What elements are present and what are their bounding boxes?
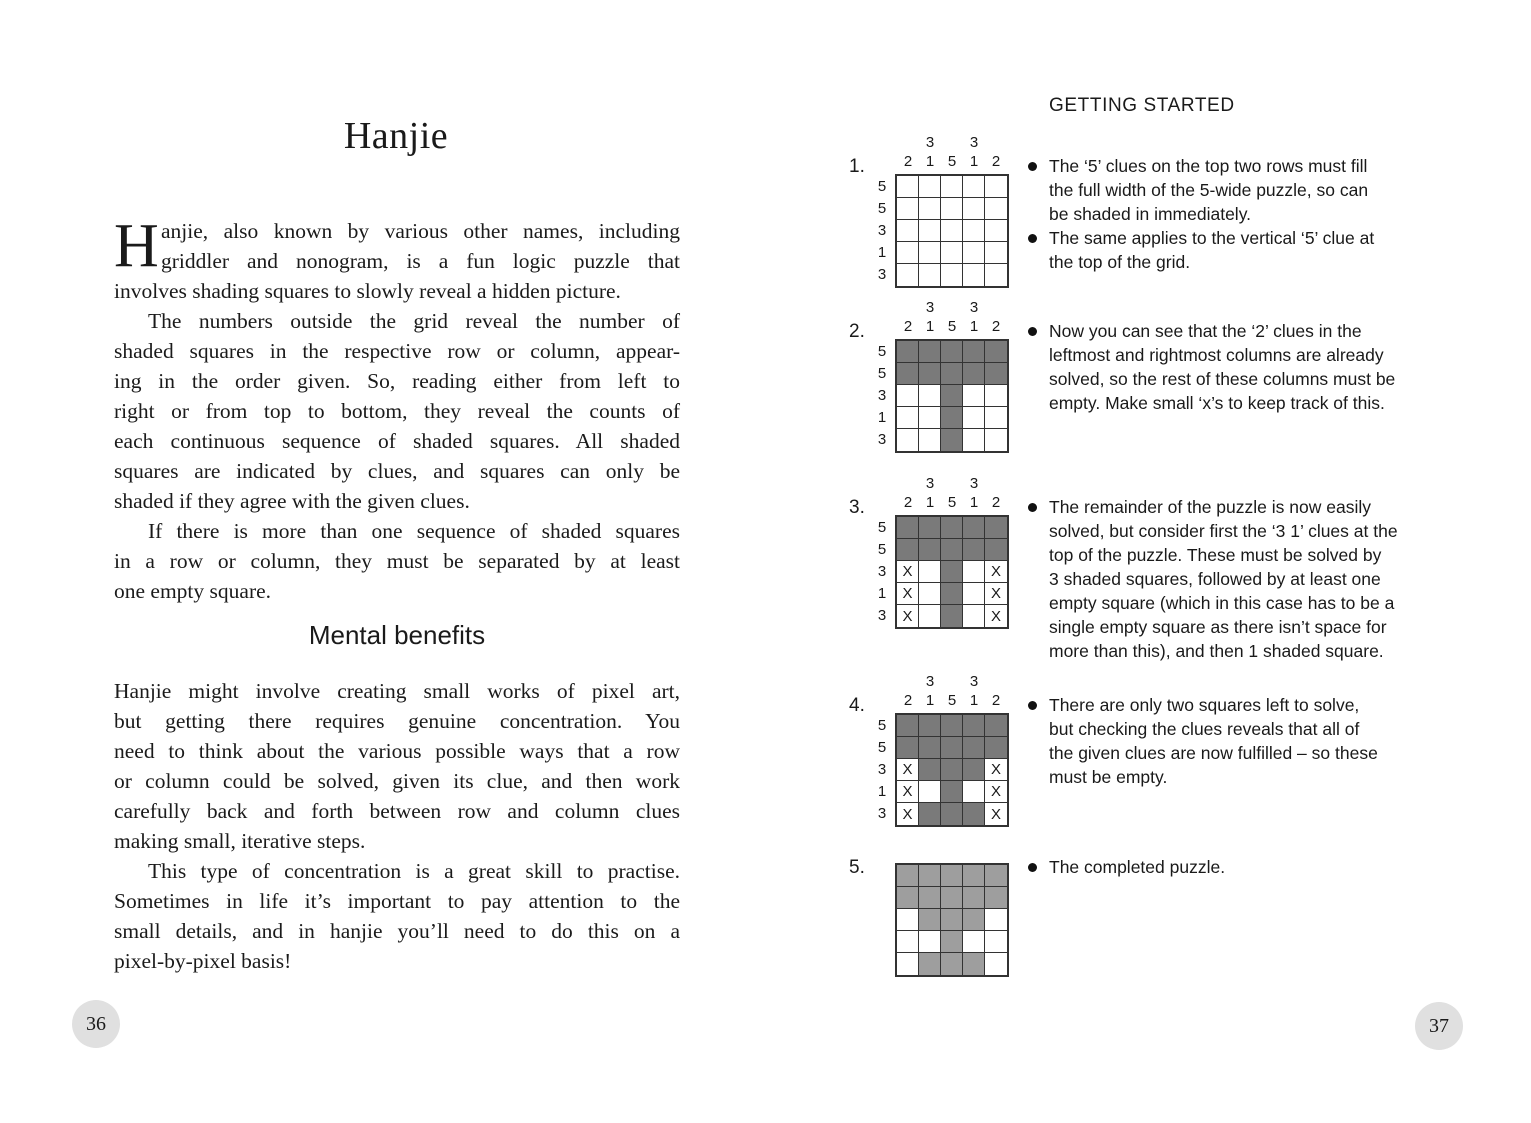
grid-cell-marked	[897, 583, 919, 605]
text-line: The numbers outside the grid reveal the number of	[148, 309, 680, 333]
bullet-line: solved, so the rest of these columns must be	[1049, 369, 1396, 389]
bullet-line: the full width of the 5-wide puzzle, so can	[1049, 180, 1369, 200]
text-line: need to think about the various possible ways that a row	[114, 739, 680, 763]
bullet-line: empty. Make small ‘x’s to keep track of this.	[1049, 393, 1385, 413]
text-line: griddler and nonogram, is a fun logic puzzle that	[161, 249, 680, 273]
grid-cell-empty	[985, 429, 1007, 451]
step-number: 5.	[849, 857, 865, 878]
step-explanation	[1027, 693, 1447, 789]
grid-cell-shaded	[963, 363, 985, 385]
bullet-item	[1027, 226, 1447, 274]
text-line: or column could be solved, given its clue, and then work	[114, 769, 680, 793]
grid-cell-empty	[985, 198, 1007, 220]
grid-cell-shaded	[941, 583, 963, 605]
grid-cell-shaded	[963, 909, 985, 931]
column-clue-bottom: 2	[903, 692, 913, 709]
grid-cell-empty	[897, 385, 919, 407]
text-line: involves shading squares to slowly reveal a hidden picture.	[114, 279, 621, 303]
grid-cell-empty	[919, 561, 941, 583]
grid-cell-shaded	[919, 715, 941, 737]
text-line: making small, iterative steps.	[114, 829, 366, 853]
row-clue: 3	[877, 222, 887, 239]
grid-cell-shaded	[941, 803, 963, 825]
row-clue: 5	[877, 200, 887, 217]
puzzle-grid	[895, 515, 1009, 629]
grid-cell-shaded	[919, 909, 941, 931]
grid-cell-empty	[963, 605, 985, 627]
benefits-text	[114, 676, 680, 976]
column-clue-bottom: 1	[969, 494, 979, 511]
grid-cell-empty	[963, 176, 985, 198]
step-explanation	[1027, 495, 1447, 663]
grid-cell-empty	[919, 781, 941, 803]
grid-cell-empty	[963, 198, 985, 220]
grid-cell-shaded	[897, 341, 919, 363]
step-number: 3.	[849, 497, 865, 518]
text-line: Sometimes in life it’s important to pay attention to the	[114, 889, 680, 913]
grid-cell-empty	[963, 931, 985, 953]
paragraph-sequences	[114, 516, 680, 606]
grid-cell-shaded	[963, 887, 985, 909]
bullet-icon	[1028, 503, 1037, 512]
bullet-line: The remainder of the puzzle is now easily	[1049, 497, 1371, 517]
column-clue-bottom: 2	[991, 318, 1001, 335]
grid-cell-empty	[963, 583, 985, 605]
grid-cell-shaded	[941, 931, 963, 953]
row-clue: 3	[877, 607, 887, 624]
step-number: 1.	[849, 156, 865, 177]
column-clue-bottom: 1	[925, 318, 935, 335]
bullet-line: single empty square as there isn’t space for	[1049, 617, 1387, 637]
grid-cell-shaded	[897, 865, 919, 887]
row-clue: 1	[877, 244, 887, 261]
grid-cell-empty	[897, 176, 919, 198]
grid-cell-shaded	[963, 715, 985, 737]
column-clue-bottom: 5	[947, 318, 957, 335]
grid-cell-empty	[919, 264, 941, 286]
grid-cell-empty	[897, 407, 919, 429]
grid-cell-marked	[985, 583, 1007, 605]
bullet-icon	[1028, 234, 1037, 243]
grid-cell-marked	[985, 803, 1007, 825]
grid-cell-shaded	[985, 539, 1007, 561]
grid-cell-shaded	[941, 385, 963, 407]
x-mark-icon: X	[990, 805, 1001, 823]
grid-cell-shaded	[941, 953, 963, 975]
intro-text	[114, 212, 680, 606]
bullet-line: but checking the clues reveals that all of	[1049, 719, 1360, 739]
grid-cell-empty	[897, 264, 919, 286]
x-mark-icon: X	[990, 585, 1001, 602]
grid-cell-shaded	[919, 953, 941, 975]
row-clue: 3	[877, 805, 887, 822]
grid-cell-empty	[919, 198, 941, 220]
x-mark-icon: X	[902, 761, 913, 778]
grid-cell-empty	[963, 264, 985, 286]
grid-cell-empty	[985, 931, 1007, 953]
grid-cell-shaded	[963, 803, 985, 825]
column-clue-top: 3	[925, 299, 935, 316]
row-clue: 1	[877, 585, 887, 602]
grid-cell-shaded	[941, 737, 963, 759]
bullet-line: empty square (which in this case has to be a	[1049, 593, 1395, 613]
drop-cap: H	[114, 212, 159, 280]
text-line: small details, and in hanjie you’ll need to do this on a	[114, 919, 680, 943]
text-line: squares are indicated by clues, and squares can only be	[114, 459, 680, 483]
grid-cell-empty	[941, 176, 963, 198]
grid-cell-empty	[897, 429, 919, 451]
grid-cell-shaded	[963, 341, 985, 363]
grid-cell-shaded	[919, 737, 941, 759]
bullet-line: The same applies to the vertical ‘5’ clue at	[1049, 228, 1375, 248]
text-line: each continuous sequence of shaded squares. All shaded	[114, 429, 680, 453]
grid-cell-empty	[941, 242, 963, 264]
grid-cell-empty	[919, 220, 941, 242]
grid-cell-empty	[919, 605, 941, 627]
bullet-icon	[1028, 327, 1037, 336]
grid-cell-shaded	[941, 407, 963, 429]
row-clue: 5	[877, 519, 887, 536]
grid-cell-shaded	[941, 887, 963, 909]
grid-cell-empty	[985, 953, 1007, 975]
grid-cell-shaded	[941, 363, 963, 385]
grid-cell-empty	[919, 429, 941, 451]
grid-cell-empty	[963, 561, 985, 583]
bullet-line: top of the puzzle. These must be solved by	[1049, 545, 1382, 565]
column-clue-bottom: 5	[947, 153, 957, 170]
left-page	[0, 0, 765, 1123]
puzzle-grid	[895, 174, 1009, 288]
bullet-line: There are only two squares left to solve,	[1049, 695, 1360, 715]
text-line: one empty square.	[114, 579, 272, 603]
grid-cell-shaded	[941, 517, 963, 539]
grid-cell-shaded	[985, 737, 1007, 759]
row-clue: 1	[877, 783, 887, 800]
column-clue-bottom: 2	[991, 494, 1001, 511]
column-clue-bottom: 2	[903, 494, 913, 511]
grid-cell-shaded	[963, 865, 985, 887]
paragraph-numbers	[114, 306, 680, 516]
step-explanation	[1027, 855, 1447, 879]
grid-cell-shaded	[985, 865, 1007, 887]
grid-cell-empty	[919, 407, 941, 429]
grid-cell-marked	[897, 781, 919, 803]
grid-cell-shaded	[985, 517, 1007, 539]
text-line: but getting there requires genuine concentration. You	[114, 709, 680, 733]
bullet-item	[1027, 855, 1447, 879]
text-line: Hanjie might involve creating small works of pixel art,	[114, 679, 680, 703]
x-mark-icon: X	[902, 607, 913, 625]
grid-cell-empty	[919, 583, 941, 605]
grid-cell-empty	[919, 385, 941, 407]
subheading-mental-benefits: Mental benefits	[308, 620, 486, 650]
grid-cell-empty	[897, 242, 919, 264]
bullet-line: more than this), and then 1 shaded square.	[1049, 641, 1384, 661]
grid-cell-empty	[963, 385, 985, 407]
grid-cell-marked	[897, 561, 919, 583]
grid-cell-empty	[941, 220, 963, 242]
grid-cell-empty	[941, 264, 963, 286]
page-number-left: 36	[72, 1000, 120, 1048]
grid-cell-shaded	[941, 561, 963, 583]
column-clue-top: 3	[969, 475, 979, 492]
bullet-item	[1027, 495, 1447, 663]
grid-cell-shaded	[941, 429, 963, 451]
grid-cell-shaded	[963, 953, 985, 975]
grid-cell-empty	[897, 198, 919, 220]
puzzle-grid	[895, 863, 1009, 977]
bullet-item	[1027, 693, 1447, 789]
row-clue: 3	[877, 563, 887, 580]
column-clue-bottom: 2	[991, 692, 1001, 709]
column-clue-bottom: 1	[925, 153, 935, 170]
page-number-right: 37	[1415, 1002, 1463, 1050]
grid-cell-shaded	[963, 517, 985, 539]
grid-cell-marked	[897, 803, 919, 825]
section-heading: GETTING STARTED	[1049, 95, 1235, 116]
paragraph-benefits-2	[114, 856, 680, 976]
text-line: shaded if they agree with the given clues.	[114, 489, 470, 513]
bullet-line: be shaded in immediately.	[1049, 204, 1252, 224]
grid-cell-shaded	[919, 887, 941, 909]
bullet-line: must be empty.	[1049, 767, 1168, 787]
grid-cell-empty	[963, 220, 985, 242]
grid-cell-empty	[985, 909, 1007, 931]
row-clue: 5	[877, 178, 887, 195]
column-clue-bottom: 1	[925, 692, 935, 709]
row-clue: 3	[877, 266, 887, 283]
x-mark-icon: X	[902, 585, 913, 602]
grid-cell-shaded	[897, 539, 919, 561]
row-clue: 5	[877, 365, 887, 382]
column-clue-bottom: 1	[969, 692, 979, 709]
grid-cell-marked	[897, 759, 919, 781]
text-line: right or from top to bottom, they reveal the counts of	[114, 399, 680, 423]
text-line: anjie, also known by various other names, including	[161, 219, 680, 243]
x-mark-icon: X	[990, 783, 1001, 800]
page-title: Hanjie	[343, 115, 449, 157]
bullet-line: 3 shaded squares, followed by at least one	[1049, 569, 1381, 589]
bullet-line: Now you can see that the ‘2’ clues in the	[1049, 321, 1362, 341]
grid-cell-shaded	[963, 737, 985, 759]
text-line: carefully back and forth between row and column clues	[114, 799, 680, 823]
grid-cell-empty	[985, 407, 1007, 429]
bullet-icon	[1028, 701, 1037, 710]
column-clue-bottom: 5	[947, 494, 957, 511]
grid-cell-shaded	[919, 803, 941, 825]
row-clue: 5	[877, 717, 887, 734]
grid-cell-empty	[919, 242, 941, 264]
grid-cell-shaded	[941, 865, 963, 887]
grid-cell-empty	[897, 953, 919, 975]
bullet-line: solved, but consider first the ‘3 1’ clues at the	[1049, 521, 1398, 541]
column-clue-bottom: 2	[903, 318, 913, 335]
grid-cell-empty	[941, 198, 963, 220]
grid-cell-shaded	[919, 517, 941, 539]
grid-cell-shaded	[963, 759, 985, 781]
column-clue-top: 3	[969, 673, 979, 690]
grid-cell-shaded	[941, 909, 963, 931]
paragraph-benefits-1	[114, 676, 680, 856]
bullet-icon	[1028, 162, 1037, 171]
grid-cell-shaded	[897, 887, 919, 909]
grid-cell-marked	[985, 561, 1007, 583]
grid-cell-empty	[963, 429, 985, 451]
text-line: ing in the order given. So, reading either from left to	[114, 369, 680, 393]
bullet-item	[1027, 319, 1447, 415]
grid-cell-shaded	[919, 341, 941, 363]
column-clue-bottom: 1	[969, 153, 979, 170]
x-mark-icon: X	[902, 783, 913, 800]
puzzle-grid	[895, 339, 1009, 453]
grid-cell-shaded	[897, 737, 919, 759]
grid-cell-shaded	[941, 759, 963, 781]
row-clue: 5	[877, 343, 887, 360]
row-clue: 3	[877, 431, 887, 448]
bullet-line: The ‘5’ clues on the top two rows must fill	[1049, 156, 1368, 176]
step-number: 2.	[849, 321, 865, 342]
grid-cell-empty	[985, 385, 1007, 407]
column-clue-bottom: 2	[991, 153, 1001, 170]
puzzle-grid	[895, 713, 1009, 827]
grid-cell-shaded	[941, 715, 963, 737]
x-mark-icon: X	[990, 761, 1001, 778]
paragraph-intro	[114, 212, 680, 306]
column-clue-top: 3	[925, 673, 935, 690]
grid-cell-shaded	[985, 715, 1007, 737]
grid-cell-marked	[985, 605, 1007, 627]
grid-cell-shaded	[897, 363, 919, 385]
grid-cell-marked	[897, 605, 919, 627]
grid-cell-shaded	[919, 759, 941, 781]
grid-cell-marked	[985, 759, 1007, 781]
grid-cell-empty	[985, 264, 1007, 286]
grid-cell-shaded	[941, 605, 963, 627]
x-mark-icon: X	[990, 607, 1001, 625]
bullet-item	[1027, 154, 1447, 226]
grid-cell-empty	[919, 176, 941, 198]
row-clue: 1	[877, 409, 887, 426]
column-clue-top: 3	[969, 299, 979, 316]
column-clue-bottom: 1	[925, 494, 935, 511]
grid-cell-shaded	[985, 887, 1007, 909]
bullet-icon	[1028, 863, 1037, 872]
grid-cell-shaded	[985, 363, 1007, 385]
grid-cell-marked	[985, 781, 1007, 803]
step-explanation	[1027, 154, 1447, 274]
column-clue-bottom: 1	[969, 318, 979, 335]
grid-cell-empty	[897, 931, 919, 953]
grid-cell-empty	[963, 407, 985, 429]
grid-cell-empty	[985, 242, 1007, 264]
grid-cell-empty	[897, 220, 919, 242]
grid-cell-empty	[919, 931, 941, 953]
column-clue-bottom: 2	[903, 153, 913, 170]
x-mark-icon: X	[902, 805, 913, 823]
step-number: 4.	[849, 695, 865, 716]
bullet-line: The completed puzzle.	[1049, 857, 1226, 877]
bullet-line: the given clues are now fulfilled – so these	[1049, 743, 1378, 763]
column-clue-top: 3	[925, 475, 935, 492]
grid-cell-empty	[963, 242, 985, 264]
grid-cell-shaded	[897, 715, 919, 737]
bullet-line: leftmost and rightmost columns are already	[1049, 345, 1384, 365]
column-clue-bottom: 5	[947, 692, 957, 709]
grid-cell-shaded	[919, 539, 941, 561]
text-line: If there is more than one sequence of shaded squares	[148, 519, 680, 543]
text-line: in a row or column, they must be separated by at least	[114, 549, 680, 573]
column-clue-top: 3	[925, 134, 935, 151]
grid-cell-empty	[985, 220, 1007, 242]
x-mark-icon: X	[902, 563, 913, 580]
grid-cell-shaded	[941, 341, 963, 363]
row-clue: 3	[877, 761, 887, 778]
grid-cell-shaded	[963, 539, 985, 561]
right-page	[765, 0, 1531, 1123]
grid-cell-shaded	[919, 363, 941, 385]
grid-cell-empty	[897, 909, 919, 931]
grid-cell-shaded	[919, 865, 941, 887]
text-line: pixel-by-pixel basis!	[114, 949, 292, 973]
row-clue: 5	[877, 739, 887, 756]
grid-cell-shaded	[985, 341, 1007, 363]
text-line: shaded squares in the respective row or column, appear-	[114, 339, 680, 363]
bullet-line: the top of the grid.	[1049, 252, 1191, 272]
row-clue: 5	[877, 541, 887, 558]
row-clue: 3	[877, 387, 887, 404]
grid-cell-shaded	[897, 517, 919, 539]
grid-cell-empty	[963, 781, 985, 803]
grid-cell-shaded	[941, 539, 963, 561]
grid-cell-empty	[985, 176, 1007, 198]
grid-cell-shaded	[941, 781, 963, 803]
step-explanation	[1027, 319, 1447, 415]
text-line: This type of concentration is a great skill to practise.	[148, 859, 680, 883]
x-mark-icon: X	[990, 563, 1001, 580]
column-clue-top: 3	[969, 134, 979, 151]
